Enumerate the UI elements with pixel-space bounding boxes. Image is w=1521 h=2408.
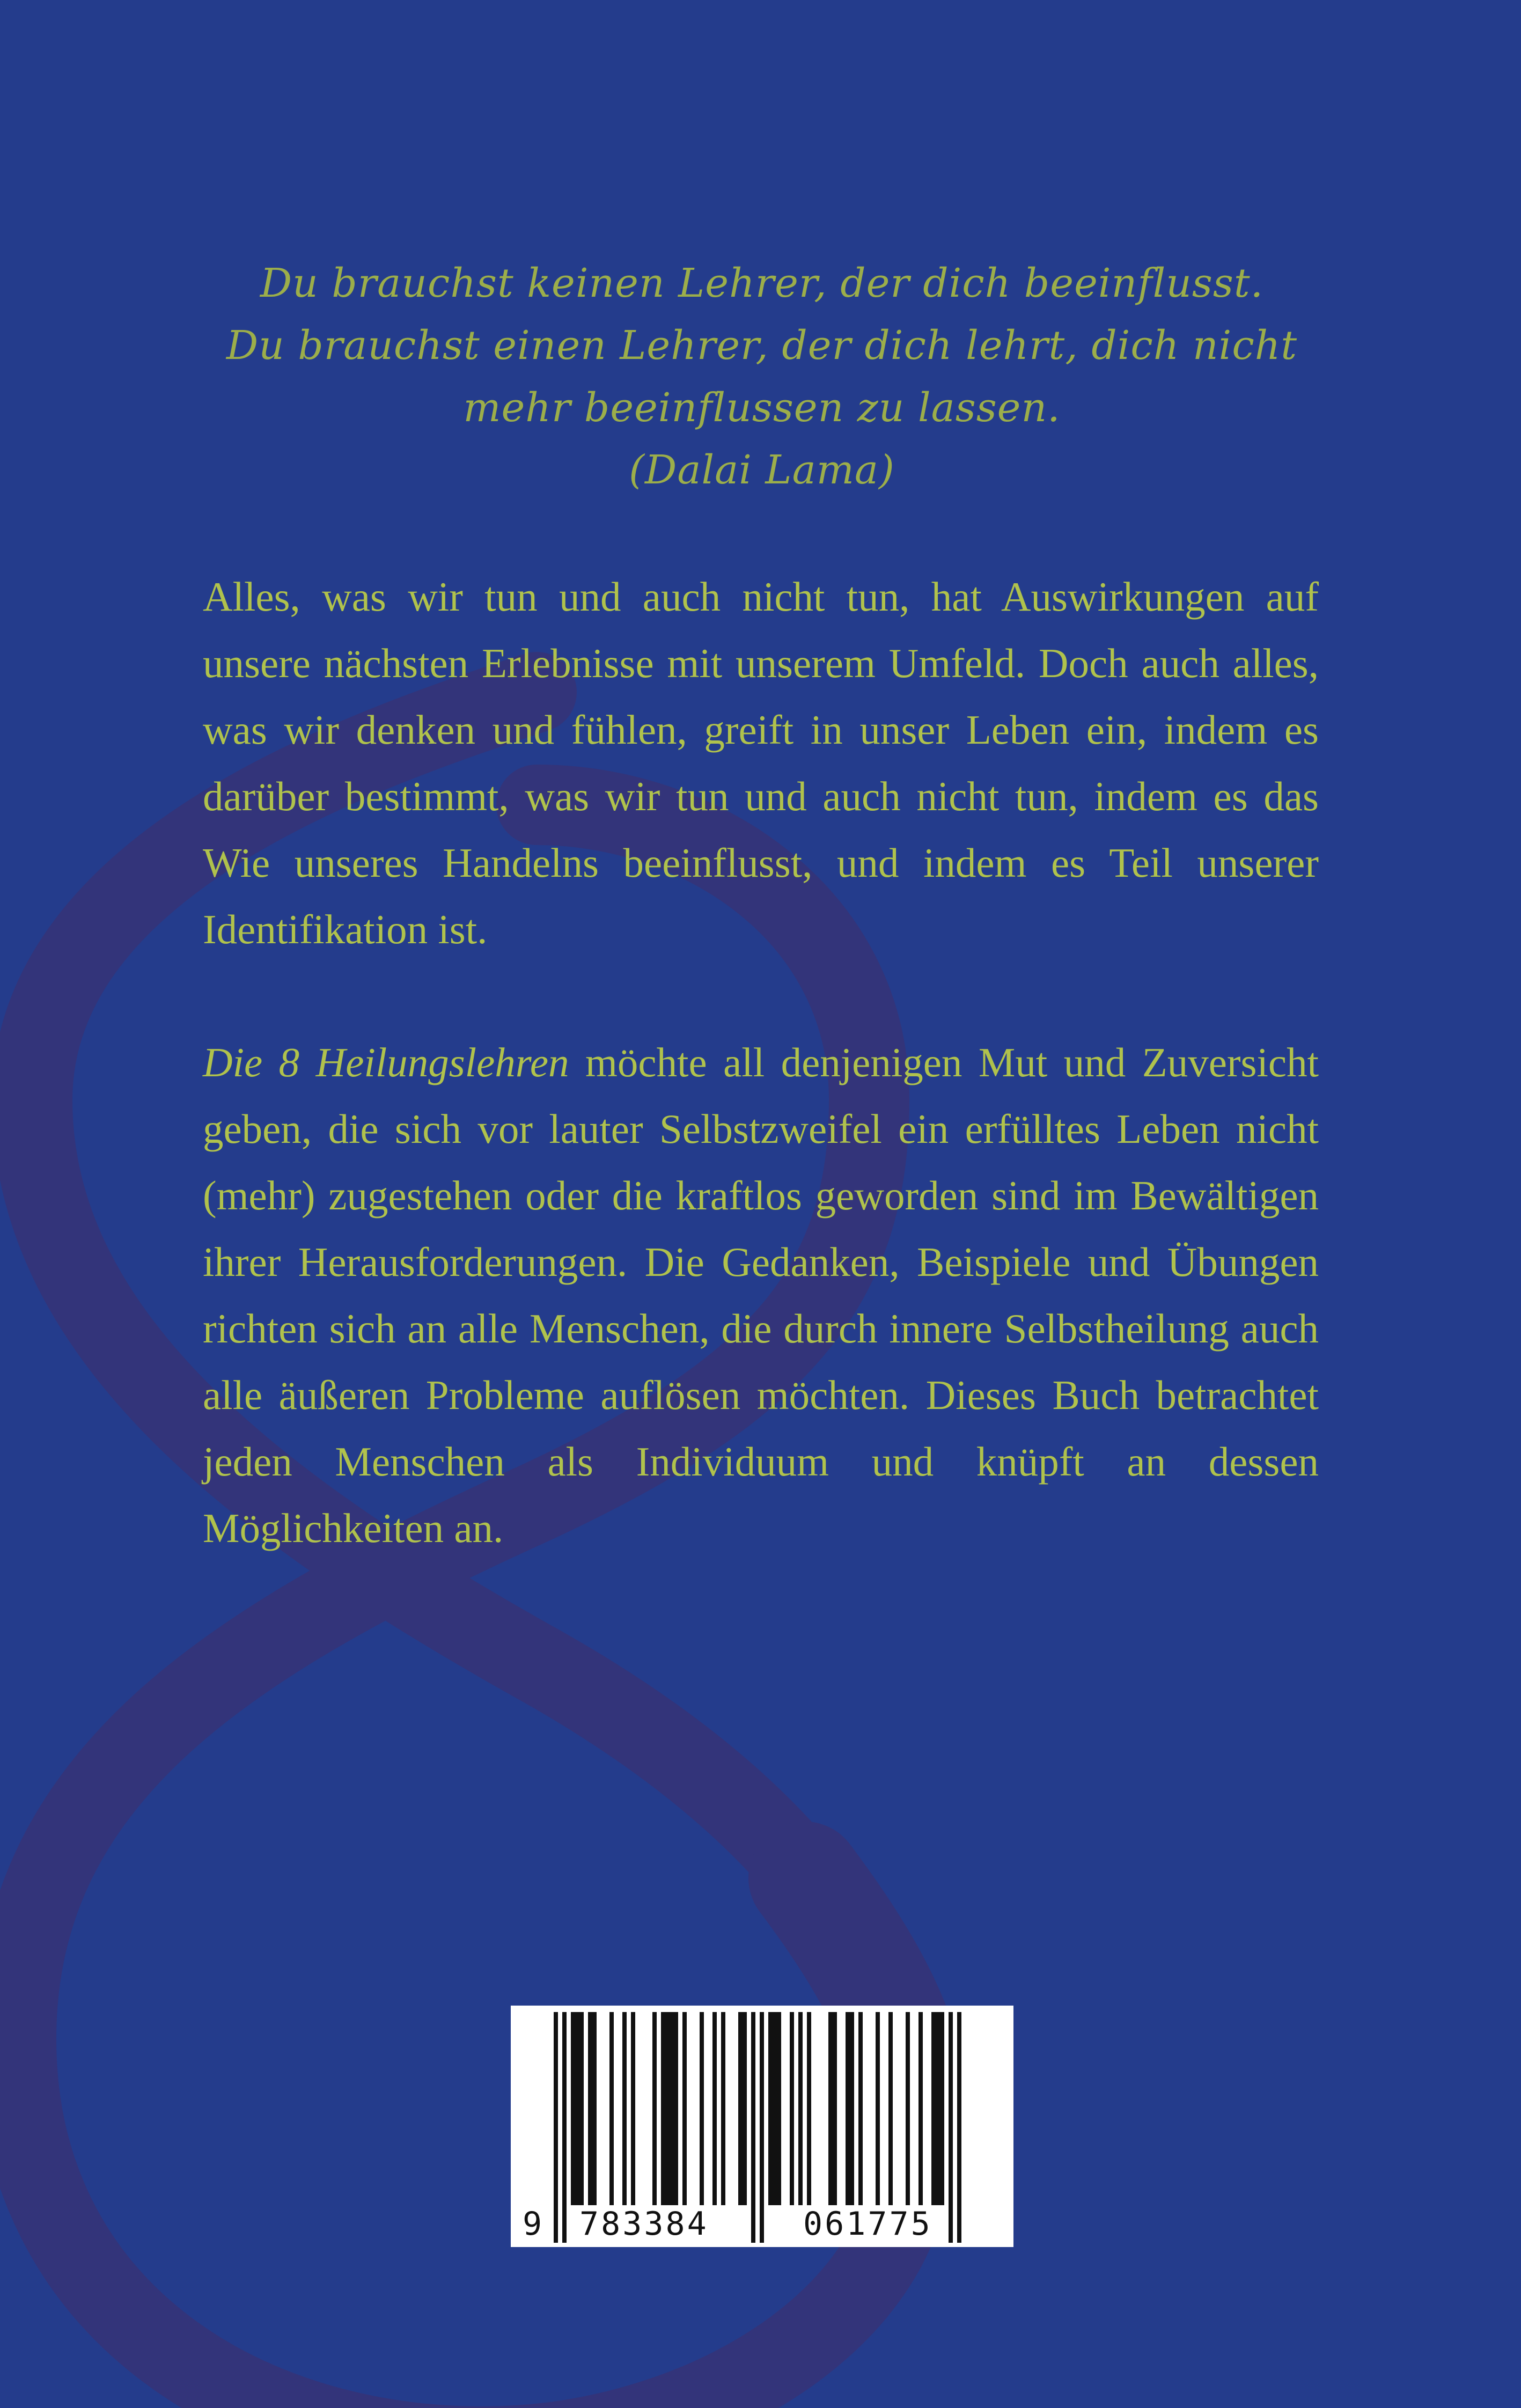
barcode-bar: [833, 2012, 837, 2205]
barcode-bar: [562, 2012, 567, 2243]
barcode-bar: [579, 2012, 584, 2205]
barcode-bar: [700, 2012, 704, 2205]
barcode-bar: [661, 2012, 665, 2205]
barcode-bar: [670, 2012, 674, 2205]
barcode-bar: [609, 2012, 614, 2205]
barcode-bar: [777, 2012, 781, 2205]
blurb-paragraph-2-text: möchte all denjenigen Mut und Zuversicht geben, die sich vor lauter Selbstzweifel ein erfülltes Leben nicht (mehr) zugestehen oder die kraftlos geworden sind im Bewältigen ihrer Herausforderungen. Die Gedanken, Beispiele und Übungen richten sich an alle Menschen, die durch innere Selbstheilung auch alle äußeren Probleme auflösen möchten. Dieses Buch betrachtet jeden Menschen als Individuum und knüpft an dessen Möglichkeiten an.: [203, 1039, 1319, 1551]
barcode-bar: [665, 2012, 670, 2205]
barcode-bar: [931, 2012, 936, 2205]
barcode-bar: [773, 2012, 777, 2205]
barcode-bar: [798, 2012, 803, 2205]
barcode-left-digits: 783384: [579, 2205, 709, 2243]
barcode-bar: [940, 2012, 944, 2205]
barcode-bar: [622, 2012, 627, 2205]
barcode-bar: [631, 2012, 635, 2205]
barcode-bar: [571, 2012, 575, 2205]
barcode-bar: [743, 2012, 747, 2205]
quote-line-3: mehr beeinflussen zu lassen.: [463, 385, 1061, 431]
barcode-bar: [936, 2012, 940, 2205]
barcode-bar: [957, 2012, 961, 2243]
blurb-paragraph-2: [203, 1029, 1319, 1561]
barcode-bar: [828, 2012, 833, 2205]
barcode-bar: [850, 2012, 854, 2205]
barcode-bar: [807, 2012, 811, 2205]
barcode-bar: [592, 2012, 597, 2205]
barcode-bar: [575, 2012, 579, 2205]
blurb-text: [203, 563, 1319, 1561]
barcode-bar: [949, 2012, 953, 2243]
barcode-bar: [768, 2012, 773, 2205]
barcode-bar: [738, 2012, 743, 2205]
book-title: Die 8 Heilungslehren: [203, 1039, 569, 1085]
barcode-bar: [712, 2012, 717, 2205]
barcode-bar: [858, 2012, 863, 2205]
isbn-barcode: [511, 2006, 1013, 2247]
barcode-first-digit: 9: [523, 2205, 545, 2243]
barcode-right-digits: 061775: [803, 2205, 932, 2243]
quote-author: (Dalai Lama): [629, 447, 895, 493]
dalai-lama-quote: [182, 252, 1341, 501]
barcode-bar: [674, 2012, 678, 2205]
barcode-bar: [888, 2012, 893, 2205]
barcode-bar: [876, 2012, 880, 2205]
barcode-bar: [846, 2012, 850, 2205]
barcode-bar: [760, 2012, 764, 2243]
blurb-paragraph-1: Alles, was wir tun und auch nicht tun, hat Auswirkungen auf unsere nächsten Erlebnisse mit unserem Umfeld. Doch auch alles, was wir denken und fühlen, greift in unser Leben ein, indem es darüber bestimmt, was wir tun und auch nicht tun, indem es das Wie unseres Handelns beeinflusst, und indem es Teil unserer Identifikation ist.: [203, 574, 1319, 952]
quote-line-1: Du brauchst keinen Lehrer, der dich beeinflusst.: [260, 260, 1264, 306]
quote-line-2: Du brauchst einen Lehrer, der dich lehrt, dich nicht: [226, 322, 1298, 369]
barcode-bar: [751, 2012, 755, 2243]
barcode-bar: [588, 2012, 592, 2205]
barcode-bar: [906, 2012, 910, 2205]
barcode-bar: [682, 2012, 687, 2205]
barcode-bar: [721, 2012, 725, 2205]
barcode-bar: [554, 2012, 558, 2243]
barcode-bar: [790, 2012, 794, 2205]
barcode-bar: [652, 2012, 657, 2205]
barcode-bar: [919, 2012, 923, 2205]
